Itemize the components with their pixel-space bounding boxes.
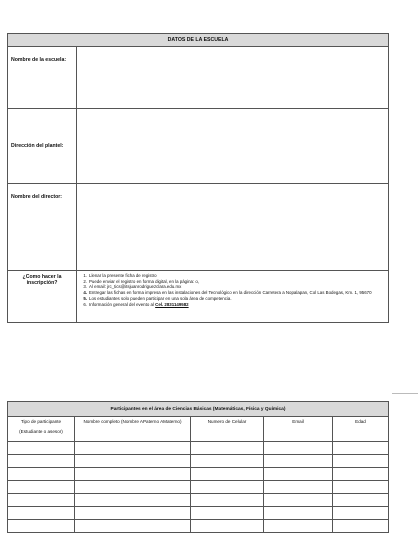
school-name-label: Nombre de la escuela: [8, 47, 77, 109]
table-row [8, 520, 389, 533]
column-header-age: Edad [333, 417, 389, 442]
instructions-cell [77, 271, 389, 323]
howto-label: ¿Como hacer la inscripción? [8, 271, 77, 323]
director-field[interactable] [77, 184, 389, 271]
school-data-header: DATOS DE LA ESCUELA [8, 34, 389, 47]
participants-table [7, 401, 389, 533]
school-name-field[interactable] [77, 47, 389, 109]
divider [392, 393, 418, 394]
address-field[interactable] [77, 109, 389, 184]
table-row [8, 507, 389, 520]
instruction-item: 4. Entregar las fichas en forma impresa en las instalaciones del Tecnológico en la dirección Carretera a Nopalapan, Col Las Bodegas, Km. 1, 95670 [83, 290, 372, 296]
table-row [8, 455, 389, 468]
instruction-item: 6. Información general del evento al Cel. 2831149582 [83, 301, 189, 307]
instruction-item: 3. Al email: jrc_tics@itsjuanrodriguezclara.edu.mx [83, 284, 182, 290]
instruction-item: 5. Los estudiantes solo pueden participar en una sola área de competencia. [83, 295, 232, 301]
column-header-name: Nombre completo (Nombre APaterno AMaterno) [75, 417, 191, 442]
participants-header: Participantes en el área de Ciencias Básicas (Matemáticas, Física y Química) [8, 402, 389, 417]
phone-number: Cel. 2831149582 [155, 301, 189, 307]
table-row [8, 468, 389, 481]
table-row [8, 494, 389, 507]
column-header-phone: Numero de Celular [191, 417, 264, 442]
instructions-list [77, 271, 388, 309]
table-row [8, 442, 389, 455]
address-label: Dirección del plantel: [8, 109, 77, 184]
column-header-email: Email [264, 417, 333, 442]
table-row [8, 481, 389, 494]
director-label: Nombre del director: [8, 184, 77, 271]
column-header-type: Tipo de participante (Estudiante o asesor) [8, 417, 75, 442]
instruction-item: 1. Llenar la presente ficha de registro [83, 273, 157, 278]
instruction-item: 2. Puede enviar el registro en forma digital, en la página: o, [83, 278, 200, 284]
school-data-table [7, 33, 389, 323]
